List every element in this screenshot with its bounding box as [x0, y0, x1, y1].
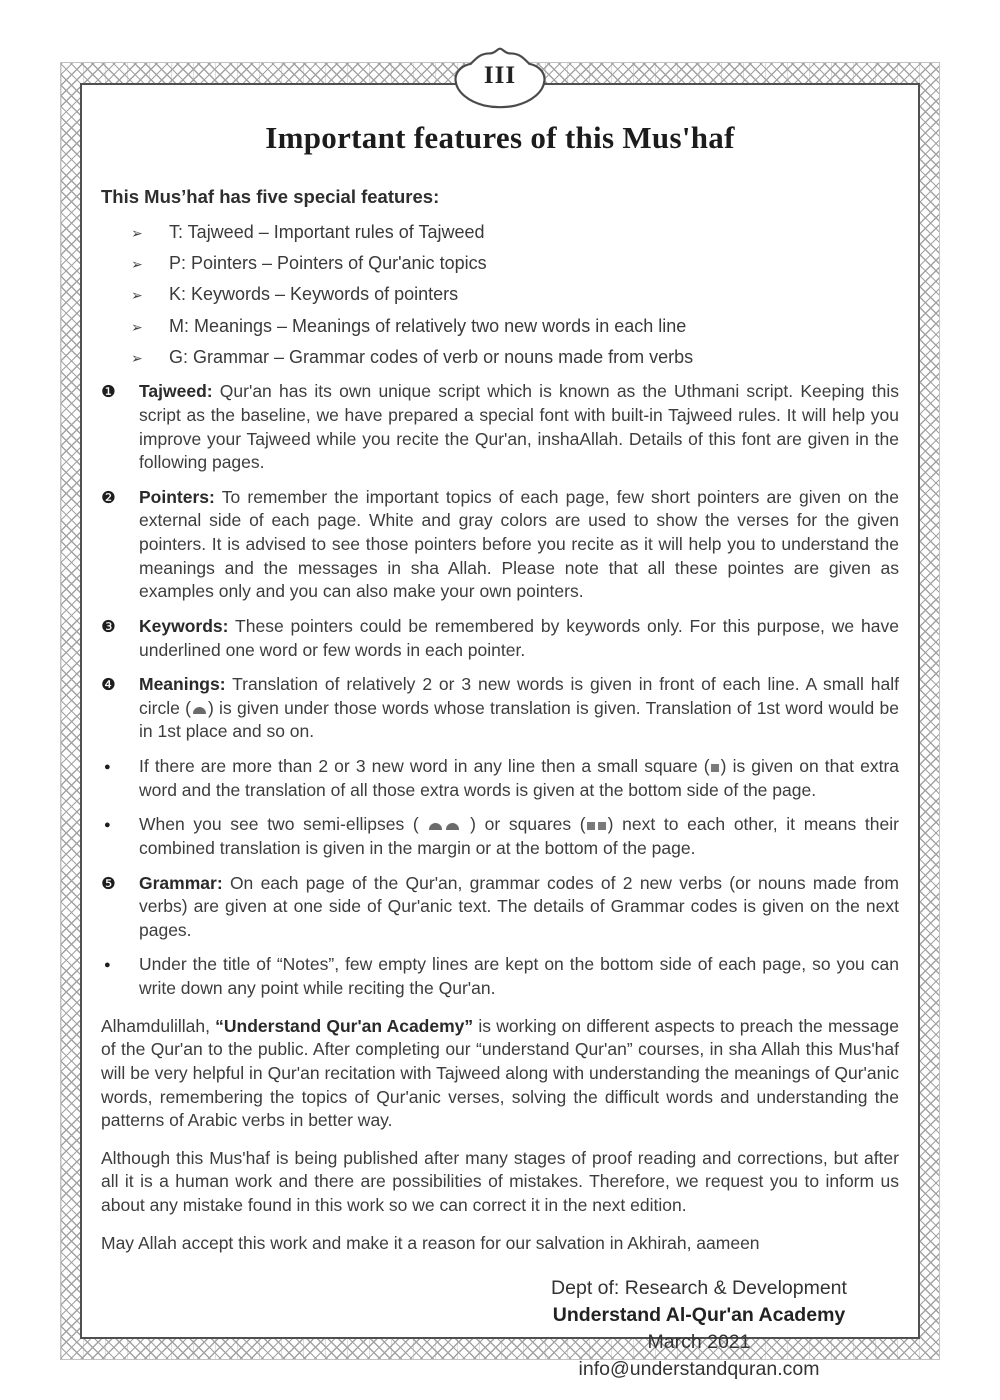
feature-label: T: Tajweed – Important rules of Tajweed — [169, 221, 485, 242]
circled-number-4-icon: ❹ — [101, 676, 116, 695]
feature-label: K: Keywords – Keywords of pointers — [169, 284, 459, 305]
list-item — [131, 314, 899, 338]
paragraph-notes: Under the title of “Notes”, few empty lines are kept on the bottom side of each page, so you can write down any point while reciting the Qur'an. — [139, 954, 899, 999]
list-item — [131, 282, 899, 306]
page-content — [80, 83, 920, 1381]
page-number: III — [483, 62, 517, 89]
feature-label: G: Grammar – Grammar codes of verb or nouns made from verbs — [169, 347, 694, 367]
arrowhead-bullet-icon: ➢ — [131, 256, 143, 273]
circled-number-3-icon: ❸ — [101, 617, 116, 636]
item-body: Qur'an has its own unique script which is known as the Uthmani script. Keeping this script as the baseline, we have prepared a special font with built-in Tajweed rules. It will help you improve your Tajweed while you recite the Qur'an, inshaAllah. Details of this font are given in the following pages. — [139, 381, 899, 473]
closing-text: Alhamdulillah, — [101, 1015, 216, 1036]
circled-number-1-icon: ❶ — [101, 383, 116, 402]
arrowhead-bullet-icon: ➢ — [131, 318, 143, 335]
arrowhead-bullet-icon: ➢ — [131, 224, 143, 241]
item-lead: Meanings: — [139, 674, 226, 695]
small-square-icon — [711, 764, 719, 772]
item-lead: Keywords: — [139, 615, 229, 636]
circled-number-2-icon: ❷ — [101, 488, 116, 507]
item-body: When you see two semi-ellipses ( — [139, 814, 428, 835]
item-lead: Tajweed: — [139, 381, 213, 402]
bullet-item-notes — [101, 953, 899, 1000]
item-body: If there are more than 2 or 3 new word in any line then a small square ( — [139, 756, 710, 777]
item-body: On each page of the Qur'an, grammar codes of 2 new verbs (or nouns made from verbs) are given at one side of Qur'anic text. The details of Grammar codes is given on the next pages. — [139, 872, 899, 940]
paragraph-dua: May Allah accept this work and make it a reason for our salvation in Akhirah, aameen — [101, 1232, 760, 1253]
ornamental-border — [60, 62, 940, 1381]
paragraph-extra-word — [139, 755, 899, 802]
email-line: info@understandquran.com — [578, 1358, 820, 1381]
numbered-item-meanings — [101, 673, 899, 744]
date-line: March 2021 — [647, 1331, 751, 1354]
list-item — [131, 220, 899, 244]
item-body: These pointers could be remembered by keywords only. For this purpose, we have underlined one word or few words in each pointer. — [139, 615, 899, 660]
arrowhead-bullet-icon: ➢ — [131, 350, 143, 366]
bullet-dot-icon: ● — [104, 761, 111, 774]
item-body: Translation of relatively 2 or 3 new words is given in front of each line. A small half circle ( — [139, 674, 899, 718]
bullet-dot-icon: ● — [104, 819, 111, 832]
half-circle-icon — [429, 823, 442, 830]
org-line: Understand Al-Qur'an Academy — [552, 1304, 846, 1327]
arrowhead-bullet-icon: ➢ — [131, 287, 143, 304]
half-circle-icon — [193, 707, 206, 714]
intro-heading: This Mus’haf has five special features: — [101, 185, 440, 207]
list-item — [131, 251, 899, 275]
item-lead: Grammar: — [139, 872, 223, 893]
paragraph-tajweed — [139, 380, 899, 475]
dept-line: Dept of: Research & Development — [551, 1277, 847, 1300]
paragraph-combined — [139, 813, 899, 860]
feature-label: M: Meanings – Meanings of relatively two new words in each line — [169, 315, 687, 336]
list-item — [131, 345, 899, 369]
academy-name-bold: “Understand Qur'an Academy” — [215, 1015, 474, 1036]
paragraph-alhamdulillah — [101, 1015, 899, 1133]
small-square-icon — [587, 822, 595, 830]
numbered-item-pointers — [101, 486, 899, 604]
bullet-dot-icon: ● — [104, 959, 111, 972]
circled-number-5-icon: ❺ — [101, 874, 116, 893]
item-body: ) is given under those words whose translation is given. Translation of 1st word would be in 1st place and so on. — [139, 697, 900, 742]
paragraph-keywords — [139, 615, 899, 662]
page-number-badge — [447, 44, 553, 112]
closing-text: is working on different aspects to preach the message of the Qur'an to the public. After completing our “understand Qur'an” courses, in sha Allah this Mus'haf will be very helpful in Qur'an recitation with Tajweed along with understanding the meanings of Qur'anic words, remembering the topics of Qur'anic verses, solving the difficult words and understanding the patterns of Arabic verbs in better way. — [101, 1015, 899, 1131]
small-square-icon — [598, 822, 606, 830]
item-body: ) or squares ( — [461, 814, 586, 835]
features-list — [131, 220, 899, 369]
paragraph-grammar — [139, 872, 899, 943]
signature-block — [499, 1275, 899, 1383]
page-title: Important features of this Mus'haf — [265, 120, 735, 155]
item-body: ) is given on that extra word and the translation of all those extra words is given at the bottom side of the page. — [139, 756, 900, 800]
numbered-item-tajweed — [101, 380, 899, 475]
item-lead: Pointers: — [139, 486, 215, 507]
bullet-item-combined — [101, 813, 899, 860]
feature-label: P: Pointers – Pointers of Qur'anic topics — [169, 253, 487, 274]
bullet-item-extra-word — [101, 755, 899, 802]
paragraph-although: Although this Mus'haf is being published after many stages of proof reading and corrections, but after all it is a human work and there are possibilities of mistakes. Therefore, we request you to inform us about any mistake found in this work so we can correct it in the next edition. — [101, 1147, 899, 1216]
paragraph-meanings — [139, 673, 899, 744]
numbered-item-grammar — [101, 872, 899, 943]
half-circle-icon — [446, 823, 459, 830]
item-body: To remember the important topics of each page, few short pointers are given on the external side of each page. White and gray colors are used to show the verses for the given pointers. It is advised to see those pointers before you recite as it will help you to understand the meanings and the messages in sha Allah. Please note that all these pointes are given as examples only and you can also make your own pointers. — [139, 486, 899, 602]
paragraph-pointers — [139, 486, 899, 604]
numbered-item-keywords — [101, 615, 899, 662]
item-body: ) next to each other, it means their combined translation is given in the margin or at the bottom of the page. — [139, 814, 899, 858]
